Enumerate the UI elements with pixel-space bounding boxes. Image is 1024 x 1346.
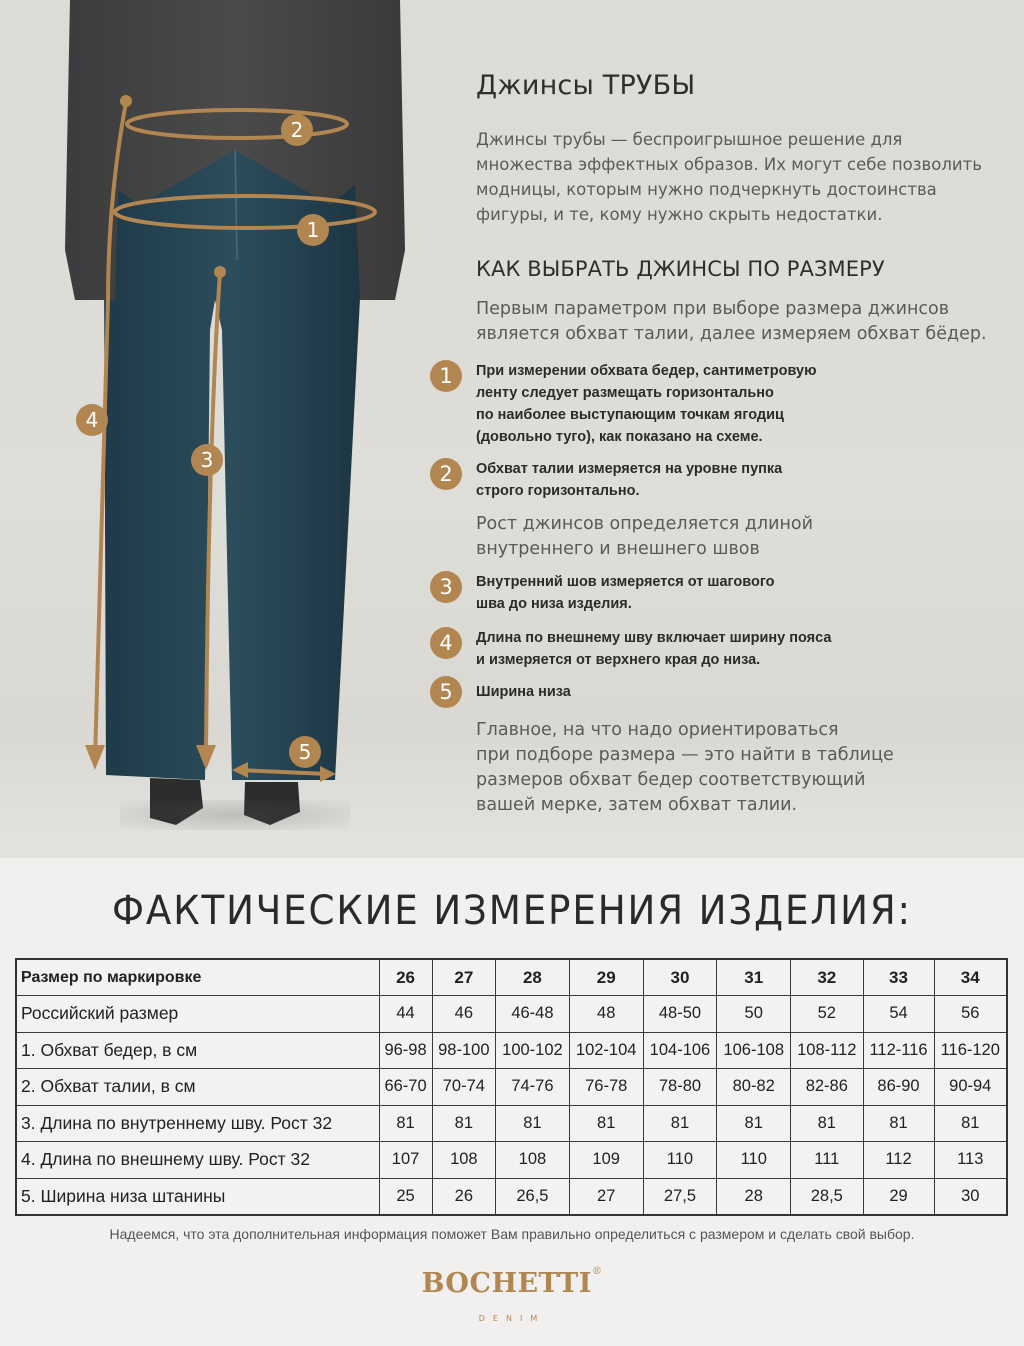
number-badge-icon: 1: [430, 360, 462, 392]
footer-note: Надеемся, что эта дополнительная информация поможет Вам правильно определиться с размером и сделать свой выбор.: [109, 1226, 915, 1242]
table-row: 3. Длина по внутреннему шву. Рост 32 81 81 81 81 81 81 81 81 81: [16, 1105, 1007, 1142]
model-illustration: [0, 0, 440, 858]
size-table: [15, 958, 1008, 1216]
brand-subline: DENIM: [478, 1314, 546, 1323]
marker-4: 4: [85, 408, 99, 432]
marker-3: 3: [200, 448, 214, 472]
step-1: 1 При измерении обхвата бедер, сантиметровую ленту следует размещать горизонтально по наиболее выступающим точкам ягодиц (довольно туго), как показано на схеме.: [430, 360, 817, 448]
floor-shadow: [120, 800, 350, 830]
number-badge-icon: 5: [430, 676, 462, 708]
measurements-title: ФАКТИЧЕСКИЕ ИЗМЕРЕНИЯ ИЗДЕЛИЯ:: [112, 888, 912, 934]
table-row: Российский размер 44 46 46-48 48 48-50 50 52 54 56: [16, 996, 1007, 1033]
table-row: 5. Ширина низа штанины 25 26 26,5 27 27,5 28 28,5 29 30: [16, 1178, 1007, 1215]
step-4: 4 Длина по внешнему шву включает ширину пояса и измеряется от верхнего края до низа.: [430, 627, 831, 671]
table-header-row: Размер по маркировке 26 27 28 29 30 31 32 33 34: [16, 959, 1007, 996]
table-row: 1. Обхват бедер, в см 96-98 98-100 100-102 102-104 104-106 106-108 108-112 112-116 116-120: [16, 1032, 1007, 1069]
table-row: 4. Длина по внешнему шву. Рост 32 107 108 108 109 110 110 111 112 113: [16, 1142, 1007, 1179]
marker-2: 2: [290, 118, 304, 142]
guide-para-1: Первым параметром при выборе размера джинсов является обхват талии, далее измеряем обхват бёдер.: [476, 299, 987, 344]
number-badge-icon: 4: [430, 627, 462, 659]
marker-5: 5: [298, 740, 312, 764]
number-badge-icon: 3: [430, 571, 462, 603]
step-2: 2 Обхват талии измеряется на уровне пупка строго горизонтально.: [430, 458, 782, 502]
registered-mark-icon: ®: [591, 1266, 603, 1277]
page-title: Джинсы ТРУБЫ: [476, 70, 696, 101]
number-badge-icon: 2: [430, 458, 462, 490]
guide-para-3: Главное, на что надо ориентироваться при подборе размера — это найти в таблице размеров обхват бедер соответствующий вашей мерке, затем обхват талии.: [476, 720, 894, 815]
guide-subhead: КАК ВЫБРАТЬ ДЖИНСЫ ПО РАЗМЕРУ: [476, 257, 885, 281]
brand-logo: BOCHETTI®: [421, 1266, 603, 1299]
intro-text: Джинсы трубы — беспроигрышное решение для множества эффектных образов. Их могут себе позволить модницы, которым нужно подчеркнуть достоинства фигуры, и те, кому нужно скрыть недостатки.: [476, 130, 982, 224]
step-5: 5 Ширина низа: [430, 676, 571, 708]
marker-1: 1: [306, 218, 320, 242]
table-row: 2. Обхват талии, в см 66-70 70-74 74-76 76-78 78-80 80-82 82-86 86-90 90-94: [16, 1069, 1007, 1106]
intro-block: [476, 70, 1006, 227]
guide-para-2: Рост джинсов определяется длиной внутреннего и внешнего швов: [476, 514, 813, 559]
step-3: 3 Внутренний шов измеряется от шагового шва до низа изделия.: [430, 571, 775, 615]
